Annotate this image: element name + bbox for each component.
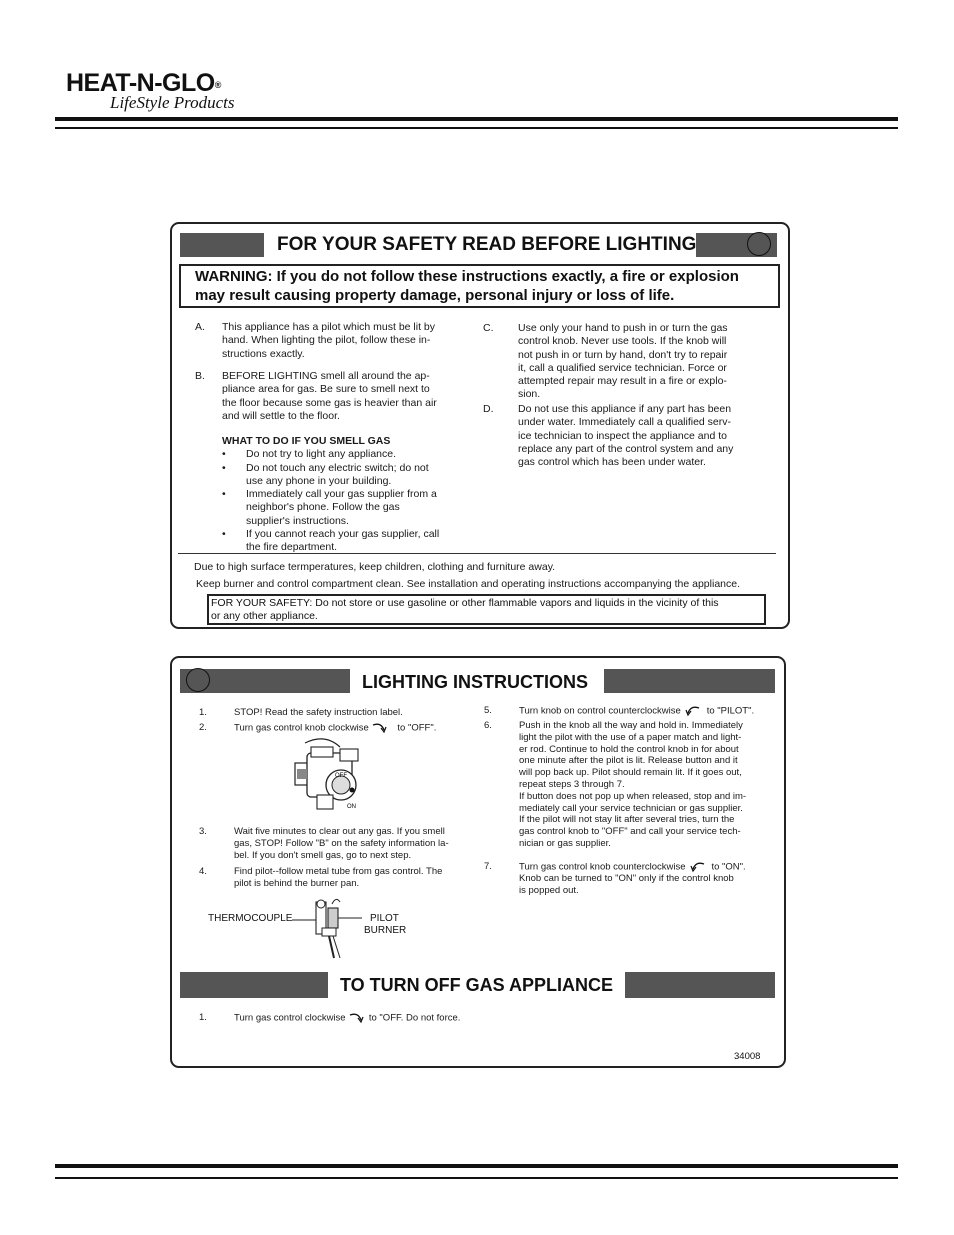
lighting-panel [170,656,786,1068]
step-line: mediately call your service technician or gas supplier. [519,802,743,814]
step-number: 3. [199,826,207,837]
step-line: STOP! Read the safety instruction label. [234,707,403,718]
title-bar-left [180,233,264,257]
for-your-safety-box [207,594,766,625]
turn-off-bar-right [625,972,775,998]
knob-on-label: ON [347,804,356,810]
item-line: sion. [518,388,541,401]
step-text: to "ON". [711,861,746,873]
circle-marker-icon [186,668,210,692]
item-label: C. [483,322,494,334]
list-line: • Do not touch any electric switch; do not [246,461,429,474]
list-line: the fire department. [246,541,338,554]
step-line: Push in the knob all the way and hold in. Immediately [519,720,743,731]
item-line: hand. When lighting the pilot, follow these in- [222,334,431,347]
item-line: Do not use this appliance if any part has been [518,403,732,415]
pilot-label: PILOT [370,913,399,924]
item-line: pliance area for gas. Be sure to smell next to [222,383,430,396]
step-line: If button does not pop up when released, stop and im- [519,790,747,802]
lighting-title: LIGHTING INSTRUCTIONS [362,672,588,692]
warning-box [179,264,780,308]
brand-logo [66,70,235,113]
step-text: to "OFF. Do not force. [368,1012,461,1024]
item-line: BEFORE LIGHTING smell all around the ap- [222,370,430,382]
step-line: nician or gas supplier. [519,837,611,849]
note-keep-clean: Keep burner and control compartment clean. See installation and operating instructions accompanying the appliance. [196,578,741,590]
step-line: gas, STOP! Follow "B" on the safety information la- [234,837,449,849]
step-number: 5. [484,705,492,716]
item-line: Use only your hand to push in or turn the gas [518,322,728,334]
smell-gas-list [222,448,472,554]
step-line: pilot is behind the burner pan. [234,877,360,889]
item-line: replace any part of the control system and any [518,442,734,455]
list-line: neighbor's phone. Follow the gas [246,501,400,514]
step-line: is popped out. [519,885,579,897]
item-line: not push in or turn by hand, don't try to repair [518,348,728,361]
list-line: • Do not try to light any appliance. [246,448,397,461]
clockwise-arrow-icon [348,1012,366,1024]
item-line: and will settle to the floor. [222,409,340,422]
item-line: under water. Immediately call a qualified serv- [518,416,732,429]
counterclockwise-arrow-icon [688,861,706,873]
header-rule-thick [55,117,898,121]
step-text: to "OFF". [397,722,437,734]
step-text: Turn gas control clockwise [234,1012,346,1024]
step-line: Wait five minutes to clear out any gas. If you smell [234,826,445,837]
item-label: D. [483,403,494,415]
list-item [222,488,472,528]
box-line-1: FOR YOUR SAFETY: Do not store or use gasoline or other flammable vapors and liquids in the vicinity of this [211,597,719,609]
step-line: If the pilot will not stay lit after several tries, turn the [519,814,735,826]
safety-panel [170,222,790,629]
footer-rule-thick [55,1164,898,1168]
step-line: light the pilot with the use of a paper match and light- [519,731,742,743]
footer-rule-thin [55,1177,898,1179]
list-item [222,528,472,555]
item-line: the floor because some gas is heavier than air [222,396,437,409]
smell-gas-section [222,435,472,555]
step-number: 4. [199,866,207,877]
turn-off-title: TO TURN OFF GAS APPLIANCE [340,975,614,995]
counterclockwise-arrow-icon [683,705,701,717]
step-number: 6. [484,720,492,731]
step-number: 2. [199,722,207,733]
divider [178,553,776,554]
step-line: bel. If you don't smell gas, go to next step. [234,849,412,861]
step-line: er rod. Continue to hold the control knob in for about [519,743,739,755]
warning-line-1: WARNING: If you do not follow these instructions exactly, a fire or explosion [195,268,739,285]
list-line: • If you cannot reach your gas supplier, call [246,528,440,541]
smell-gas-heading: WHAT TO DO IF YOU SMELL GAS [222,435,391,447]
step-line: repeat steps 3 through 7. [519,778,625,790]
burner-label: BURNER [364,925,407,936]
step-line: gas control knob to "OFF" and call your service tech- [519,826,741,838]
list-item [222,462,472,489]
item-line: gas control which has been under water. [518,456,706,469]
step-number: 7. [484,861,492,872]
step-text: Turn gas control knob counterclockwise [519,861,686,873]
step-line: Find pilot--follow metal tube from gas control. The [234,866,443,877]
step-text: Turn gas control knob clockwise [234,722,369,734]
gas-valve-illustration-icon [285,735,375,815]
step-text: Turn knob on control counterclockwise [519,705,681,717]
list-line: use any phone in your building. [246,474,392,487]
brand-tagline: LifeStyle Products [110,93,235,112]
item-line: it, call a qualified service technician. Force or [518,361,727,374]
step-text: to "PILOT". [706,705,755,717]
list-line: supplier's instructions. [246,514,349,527]
knob-off-label: OFF [335,773,347,779]
title-bar-right [604,669,775,693]
box-line-2: or any other appliance. [211,610,318,622]
safety-title: FOR YOUR SAFETY READ BEFORE LIGHTING [277,234,697,255]
step-line: will pop back up. Pilot should remain lit. If it goes out, [519,767,742,779]
warning-line-2: may result causing property damage, personal injury or loss of life. [195,287,675,304]
item-line: attempted repair may result in a fire or explo- [518,375,727,388]
item-label: B. [195,370,205,382]
list-item [222,448,472,461]
brand-text: HEAT-N-GLO [66,69,215,97]
step-line: Knob can be turned to "ON" only if the control knob [519,873,734,885]
step-number: 1. [199,1012,207,1023]
registered-mark: ® [214,80,221,90]
turn-off-bar-left [180,972,328,998]
item-line: ice technician to inspect the appliance and to [518,429,727,442]
thermocouple-label: THERMOCOUPLE [208,913,293,924]
step-line: one minute after the pilot is lit. Release button and it [519,755,738,767]
item-line: This appliance has a pilot which must be lit by [222,321,436,333]
pilot-burner-illustration-icon [292,896,364,960]
clockwise-arrow-icon [371,722,389,734]
item-line: control knob. Never use tools. If the knob will [518,335,727,348]
document-number: 34008 [734,1051,761,1062]
step-number: 1. [199,707,207,718]
note-surface-temp: Due to high surface termperatures, keep children, clothing and furniture away. [194,561,556,573]
item-line: structions exactly. [222,347,305,360]
header-rule-thin [55,127,898,129]
circle-marker-icon [747,232,771,256]
item-label: A. [195,321,205,333]
list-line: • Immediately call your gas supplier from a [246,488,437,501]
